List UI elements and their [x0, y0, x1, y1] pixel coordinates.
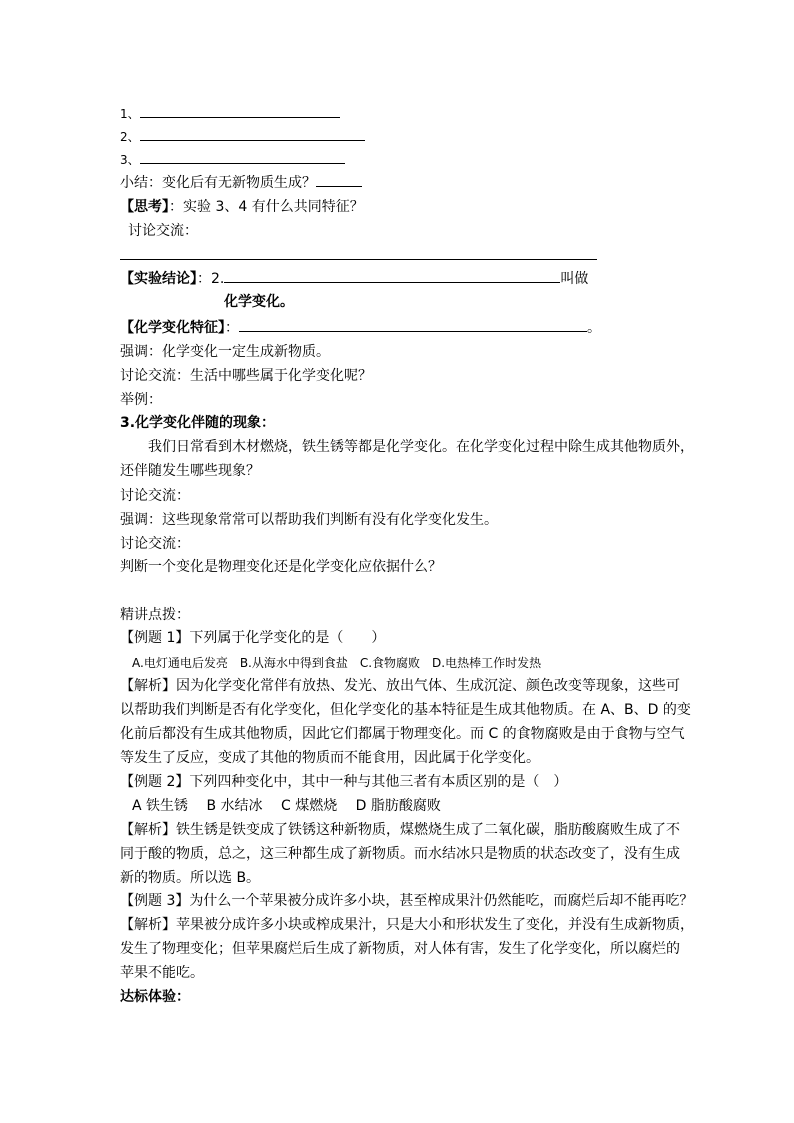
summary-label: 小结：变化后有无新物质生成？ [120, 175, 316, 191]
analysis-line: 苹果不能吃。 [120, 965, 204, 981]
emphasis-line: 强调：化学变化一定生成新物质。 [120, 344, 330, 360]
blank-line-2 [120, 127, 365, 146]
analysis-tag: 【解析】 [120, 822, 176, 838]
analysis-text: 铁生锈是铁变成了铁锈这种新物质，煤燃烧生成了二氧化碳，脂肪酸腐败生成了不 [176, 822, 680, 838]
example-question: 下列属于化学变化的是（ ） [189, 630, 386, 646]
analysis-text: 因为化学变化常伴有放热、发光、放出气体、生成沉淀、颜色改变等现象，这些可 [176, 678, 680, 694]
conclusion-line2 [224, 293, 294, 311]
feature-sep: ： [225, 320, 239, 336]
analysis-line: 新的物质。所以选 B。 [120, 870, 261, 886]
blank-number: 3、 [120, 153, 140, 167]
analysis-line [120, 916, 694, 934]
conclusion-suffix: 叫做 [560, 271, 589, 287]
final-title-text: 达标体验： [120, 989, 190, 1005]
example-1-options: A.电灯通电后发亮 B.从海水中得到食盐 C.食物腐败 D.电热棒工作时发热 [132, 656, 542, 670]
example-question: 下列四种变化中，其中一种与其他三者有本质区别的是（ ） [189, 774, 568, 790]
example-tag: 【例题 3】 [120, 893, 190, 909]
example-2-question [120, 773, 567, 791]
section-title-text: 3.化学变化伴随的现象： [120, 415, 276, 431]
feature-line [120, 318, 601, 337]
analysis-tag: 【解析】 [120, 678, 176, 694]
example-1-question [120, 629, 385, 647]
summary-line [120, 173, 362, 192]
discuss-line: 讨论交流：生活中哪些属于化学变化呢？ [120, 368, 372, 384]
example-tag: 【例题 1】 [120, 630, 190, 646]
analysis-line: 以帮助我们判断是否有化学变化，但化学变化的基本特征是生成其他物质。在 A、B、D 的变 [120, 702, 691, 718]
example-question: 为什么一个苹果被分成许多小块，甚至榨成果汁仍然能吃，而腐烂后却不能再吃？ [189, 893, 694, 909]
paragraph-line: 还伴随发生哪些现象？ [120, 463, 260, 479]
analysis-tag: 【解析】 [120, 917, 176, 933]
paragraph-line: 我们日常看到木材燃烧，铁生锈等都是化学变化。在化学变化过程中除生成其他物质外， [148, 439, 694, 455]
analysis-text: 苹果被分成许多小块或榨成果汁，只是大小和形状发生了变化，并没有生成新物质， [176, 917, 694, 933]
final-title [120, 988, 190, 1006]
answer-blank[interactable] [140, 127, 365, 141]
answer-blank[interactable] [140, 150, 345, 164]
feature-end: 。 [587, 320, 601, 336]
blank-number: 2、 [120, 130, 140, 144]
answer-blank[interactable] [239, 318, 587, 332]
section-title [120, 414, 275, 432]
answer-blank[interactable] [316, 173, 362, 187]
example-tag: 【例题 2】 [120, 774, 190, 790]
conclusion-title: 【实验结论】 [120, 271, 197, 287]
lecture-title: 精讲点拨： [120, 607, 190, 623]
emphasis-line: 强调：这些现象常常可以帮助我们判断有没有化学变化发生。 [120, 512, 498, 528]
conclusion-line2-text: 化学变化。 [224, 294, 294, 310]
discuss-line: 讨论交流： [120, 536, 190, 552]
analysis-line: 化前后都没有生成其他物质，因此它们都属于物理变化。而 C 的食物腐败是由于食物与空气 [120, 726, 685, 742]
blank-number: 1、 [120, 107, 140, 121]
analysis-line [120, 821, 680, 839]
example-2-options: A 铁生锈 B 水结冰 C 煤燃烧 D 脂肪酸腐败 [132, 798, 441, 814]
analysis-line [120, 677, 680, 695]
answer-blank[interactable] [224, 269, 560, 283]
analysis-line: 同于酸的物质，总之，这三种都生成了新物质。而水结冰只是物质的状态改变了，没有生成 [120, 846, 680, 862]
conclusion-line [120, 269, 588, 288]
answer-blank[interactable] [140, 104, 340, 118]
blank-line-1 [120, 104, 340, 123]
example-3-question [120, 892, 693, 910]
think-line [120, 198, 364, 216]
discuss-line: 讨论交流： [120, 488, 190, 504]
analysis-line: 等发生了反应，变成了其他的物质而不能食用，因此属于化学变化。 [120, 750, 540, 766]
think-text: ：实验 3、4 有什么共同特征？ [169, 199, 364, 215]
examples-line: 举例： [120, 392, 162, 408]
question-line: 判断一个变化是物理变化还是化学变化应依据什么？ [120, 559, 442, 575]
think-title: 【思考】 [120, 199, 169, 215]
conclusion-prefix: ：2. [197, 271, 225, 287]
feature-title: 【化学变化特征】 [120, 320, 225, 336]
discuss-label: 讨论交流： [128, 223, 198, 239]
blank-line-3 [120, 150, 345, 169]
analysis-line: 发生了物理变化；但苹果腐烂后生成了新物质，对人体有害，发生了化学变化，所以腐烂的 [120, 941, 680, 957]
answer-rule [120, 259, 597, 260]
